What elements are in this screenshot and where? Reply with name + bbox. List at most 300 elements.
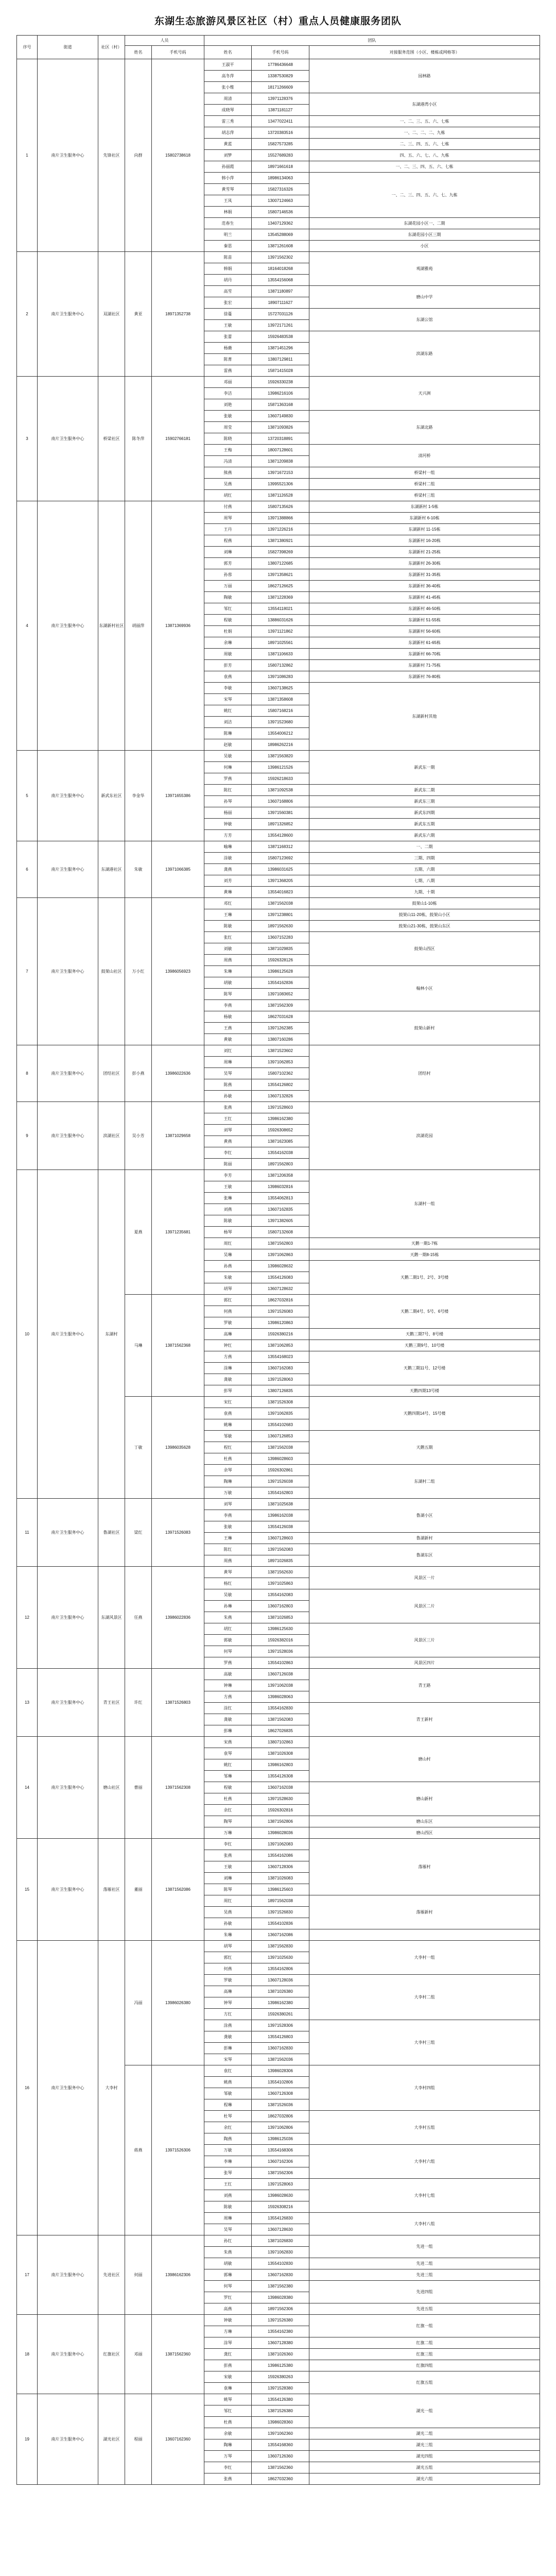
table-body	[17, 59, 540, 2485]
staff-name: 许红	[125, 1669, 152, 1737]
team-member-name: 龚敏	[204, 2031, 252, 2043]
team-member-name: 王敏	[204, 1861, 252, 1873]
team-member-phone: 13971523680	[252, 717, 309, 728]
team-member-name: 袁燕	[204, 1408, 252, 1419]
team-member-phone: 13607128632	[252, 1283, 309, 1295]
team-member-phone: 13871526036	[252, 2099, 309, 2111]
team-member-phone: 13971526038	[252, 1476, 309, 1487]
team-member-phone: 13554162380	[252, 2326, 309, 2337]
team-member-name: 陈琴	[204, 989, 252, 1000]
team-member-phone: 13871358608	[252, 694, 309, 705]
staff-phone: 13971235681	[152, 1170, 204, 1295]
team-member-phone: 13971062835	[252, 1408, 309, 1419]
team-area: 先进二组	[309, 2258, 540, 2269]
team-member-name: 宋琴	[204, 694, 252, 705]
team-member-phone: 15827316326	[252, 184, 309, 195]
team-member-phone: 13871526308	[252, 1397, 309, 1408]
table-row	[17, 501, 540, 513]
team-area: 大李村七组	[309, 2179, 540, 2213]
team-member-phone: 15926483538	[252, 331, 309, 343]
team-member-name: 明兰	[204, 229, 252, 241]
team-member-phone: 13971086283	[252, 671, 309, 683]
team-member-phone: 13554128600	[252, 830, 309, 841]
team-member-phone: 13971526830	[252, 1907, 309, 1918]
team-member-name: 陈敏	[204, 921, 252, 932]
team-member-phone: 13971388866	[252, 513, 309, 524]
team-area: 园林路	[309, 59, 540, 93]
team-member-name: 邓红	[204, 898, 252, 909]
team-member-phone: 13871168312	[252, 841, 309, 853]
team-member-phone: 13607152283	[252, 932, 309, 943]
team-member-name: 邹敏	[204, 2088, 252, 2099]
team-member-phone: 15926218633	[252, 773, 309, 785]
team-member-name: 程红	[204, 1442, 252, 1453]
team-area: 湖光五组	[309, 2462, 540, 2473]
team-member-phone: 18171266609	[252, 82, 309, 93]
team-area: 东湖新村 26-30栋	[309, 558, 540, 569]
team-area: 东湖新村其他	[309, 683, 540, 751]
team-member-phone: 15926308652	[252, 1125, 309, 1136]
team-member-name: 陈燕	[204, 1079, 252, 1091]
staff-name: 程丽	[125, 2394, 152, 2485]
staff-phone: 13986022836	[152, 1567, 204, 1669]
team-member-phone: 15807132862	[252, 660, 309, 671]
team-member-name: 孙丽霞	[204, 161, 252, 173]
document-title: 东湖生态旅游风景区社区（村）重点人员健康服务团队	[154, 16, 402, 27]
team-member-name: 钟琳	[204, 1680, 252, 1691]
team-member-name: 吴琳	[204, 1249, 252, 1261]
team-member-phone: 18971562306	[252, 2303, 309, 2315]
team-area: 大李村四组	[309, 2065, 540, 2111]
team-member-phone: 13871562038	[252, 898, 309, 909]
team-member-phone: 13971528306	[252, 2020, 309, 2031]
team-member-name: 周琳	[204, 1057, 252, 1068]
header-group-staff: 人员	[125, 36, 204, 46]
team-member-name: 邹红	[204, 2405, 252, 2417]
team-member-phone: 15807123692	[252, 853, 309, 864]
row-community: 鼓架山社区	[98, 898, 125, 1045]
table-row	[17, 377, 540, 388]
row-street: 南片卫生服务中心	[38, 1839, 98, 1941]
team-member-phone: 13607149830	[252, 411, 309, 422]
team-member-name: 罗燕	[204, 1657, 252, 1669]
row-street: 南片卫生服务中心	[38, 59, 98, 252]
team-area: 大李村六组	[309, 2145, 540, 2179]
team-area: 磨山新村	[309, 1782, 540, 1816]
team-member-name: 郭红	[204, 1952, 252, 1963]
team-member-phone: 13871526380	[252, 2405, 309, 2417]
team-member-name: 胡琴	[204, 1941, 252, 1952]
row-seq: 13	[17, 1669, 38, 1737]
team-member-phone: 13986028632	[252, 1261, 309, 1272]
team-member-name: 杜琴	[204, 2111, 252, 2122]
team-member-phone: 13607128306	[252, 1861, 309, 1873]
team-member-name: 胡琴	[204, 1283, 252, 1295]
team-member-phone: 13607126308	[252, 2088, 309, 2099]
team-member-name: 姚琴	[204, 2394, 252, 2405]
team-member-phone: 13871562630	[252, 1567, 309, 1578]
team-member-name: 钟琴	[204, 1997, 252, 2009]
row-seq: 11	[17, 1499, 38, 1567]
staff-phone: 13971526083	[152, 1499, 204, 1567]
row-community: 大李村	[98, 1941, 125, 2235]
team-area: 新武东一期	[309, 751, 540, 785]
staff-name: 李金华	[125, 751, 152, 841]
team-member-name: 孙蓉	[204, 569, 252, 581]
team-area: 东湖村一组	[309, 1170, 540, 1238]
team-member-phone: 13545288069	[252, 229, 309, 241]
team-member-phone: 13607162835	[252, 1204, 309, 1215]
team-member-name: 邹敏	[204, 1431, 252, 1442]
row-street: 南片卫生服务中心	[38, 1941, 98, 2235]
team-member-phone: 13554162830	[252, 1703, 309, 1714]
team-member-name: 杜燕	[204, 1793, 252, 1805]
team-area: 东湖新村 66-70栋	[309, 649, 540, 660]
team-member-phone: 13971528063	[252, 2179, 309, 2190]
staff-name: 邓丽	[125, 2315, 152, 2394]
team-member-phone: 13986125628	[252, 966, 309, 977]
team-member-name: 刘芳	[204, 875, 252, 887]
team-member-name: 李敏	[204, 683, 252, 694]
team-member-phone: 13971528380	[252, 2383, 309, 2394]
table-row	[17, 59, 540, 71]
team-area: 一、二、二、二、九栋	[309, 127, 540, 139]
staff-phone: 13871562086	[152, 1839, 204, 1941]
team-member-phone: 13807129811	[252, 354, 309, 365]
staff-phone: 13871029658	[152, 1102, 204, 1170]
team-area: 先进四组	[309, 2281, 540, 2303]
team-member-name: 周红	[204, 1895, 252, 1907]
team-member-phone: 13971062360	[252, 2428, 309, 2439]
team-member-name: 万丽	[204, 581, 252, 592]
team-member-name: 胡红	[204, 490, 252, 501]
team-member-name: 孙琴	[204, 796, 252, 807]
team-area: 天鹅一期8-15栋	[309, 1249, 540, 1261]
team-member-name: 黄雪琴	[204, 184, 252, 195]
team-area: 东湖村二组	[309, 1465, 540, 1499]
team-member-name: 杨薇	[204, 343, 252, 354]
team-member-name: 李红	[204, 1147, 252, 1159]
team-member-phone: 13986125603	[252, 1884, 309, 1895]
team-member-name: 龚燕	[204, 864, 252, 875]
team-member-name: 邹红	[204, 603, 252, 615]
team-area: 湖光六组	[309, 2473, 540, 2485]
team-area: 东湖新村 46-50栋	[309, 603, 540, 615]
team-member-name: 韩娟	[204, 263, 252, 275]
team-member-name: 陈琳	[204, 728, 252, 739]
staff-phone: 13986022636	[152, 1045, 204, 1102]
team-member-phone: 18627026835	[252, 1725, 309, 1737]
row-seq: 18	[17, 2315, 38, 2394]
team-area: 滨湖花园	[309, 1102, 540, 1170]
team-member-name: 杜燕	[204, 2417, 252, 2428]
team-member-phone: 13871562306	[252, 2167, 309, 2179]
team-member-phone: 13871092538	[252, 785, 309, 796]
team-member-name: 程燕	[204, 535, 252, 547]
team-area: 一、二、三、四、五、六、七、九栋	[309, 173, 540, 218]
team-member-name: 冯清	[204, 456, 252, 467]
team-area: 红旗二组	[309, 2337, 540, 2349]
team-member-name: 李红	[204, 2462, 252, 2473]
team-member-phone: 18627126625	[252, 581, 309, 592]
team-area: 新武东二期	[309, 785, 540, 796]
team-member-phone: 13986032816	[252, 1181, 309, 1193]
staff-name: 梁红	[125, 1499, 152, 1567]
team-area: 湖光二组	[309, 2428, 540, 2439]
team-member-name: 刘艳	[204, 399, 252, 411]
team-member-phone: 13986028063	[252, 1691, 309, 1703]
team-member-phone: 13477022411	[252, 116, 309, 127]
row-street: 南片卫生服务中心	[38, 2394, 98, 2485]
row-seq: 14	[17, 1737, 38, 1839]
row-seq: 15	[17, 1839, 38, 1941]
header-seq: 序号	[17, 36, 38, 59]
team-area: 新武东三期	[309, 796, 540, 807]
team-area: 东湖新村 71-75栋	[309, 660, 540, 671]
team-area: 东湖花园小区三期	[309, 229, 540, 241]
row-community: 先进社区	[98, 2235, 125, 2315]
staff-name: 何丽	[125, 2235, 152, 2315]
team-member-name: 周燕	[204, 955, 252, 966]
row-street: 南片卫生服务中心	[38, 2315, 98, 2394]
row-seq: 10	[17, 1170, 38, 1499]
team-area: 红旗五组	[309, 2371, 540, 2394]
team-area: 磨山东区	[309, 1816, 540, 1827]
team-member-phone: 13607128630	[252, 2224, 309, 2235]
team-area: 湖光四组	[309, 2451, 540, 2462]
team-member-phone: 13871126528	[252, 490, 309, 501]
team-member-phone: 13554162086	[252, 1850, 309, 1861]
staff-phone: 13971066385	[152, 841, 204, 898]
team-area: 鼓架山西区	[309, 932, 540, 966]
row-community: 东湖风景区	[98, 1567, 125, 1669]
team-member-name: 刘琳	[204, 547, 252, 558]
team-member-phone: 15926380216	[252, 1329, 309, 1340]
team-member-phone: 13607162830	[252, 2269, 309, 2281]
team-member-phone: 13986125036	[252, 2133, 309, 2145]
team-member-name: 朱敏	[204, 1272, 252, 1283]
team-member-phone: 13971025863	[252, 1578, 309, 1589]
team-member-name: 杨琴	[204, 1227, 252, 1238]
team-member-phone: 13554126083	[252, 1272, 309, 1283]
row-street: 南片卫生服务中心	[38, 1499, 98, 1567]
team-member-phone: 15827398269	[252, 547, 309, 558]
team-member-phone: 15926330238	[252, 377, 309, 388]
team-area: 一、二、三、四、五、六、七栋	[309, 161, 540, 173]
row-street: 南片卫生服务中心	[38, 501, 98, 751]
row-community: 红旗社区	[98, 2315, 125, 2394]
team-area: 桥梁村二组	[309, 479, 540, 490]
team-member-phone: 13971672153	[252, 467, 309, 479]
team-member-phone: 13871562083	[252, 1714, 309, 1725]
team-member-phone: 15926380261	[252, 2009, 309, 2020]
team-member-phone: 13607162083	[252, 1363, 309, 1374]
header-team-area: 对接服务范围（小区、楼栋或网格等）	[309, 46, 540, 59]
team-member-phone: 15807132608	[252, 1227, 309, 1238]
team-area: 天鹅三期9号、10号楼	[309, 1340, 540, 1351]
row-seq: 12	[17, 1567, 38, 1669]
team-area: 东湖港湾小区	[309, 93, 540, 116]
row-seq: 8	[17, 1045, 38, 1102]
table-row	[17, 898, 540, 909]
team-member-phone: 13607128036	[252, 1975, 309, 1986]
team-member-phone: 13554016823	[252, 887, 309, 898]
row-street: 南片卫生服务中心	[38, 1170, 98, 1499]
team-member-name: 陶琳	[204, 1476, 252, 1487]
team-member-phone: 13607162086	[252, 1929, 309, 1941]
team-member-name: 韩小萍	[204, 173, 252, 184]
team-member-phone: 13986121526	[252, 762, 309, 773]
team-member-phone: 13971562083	[252, 1544, 309, 1555]
team-member-phone: 13871062853	[252, 1340, 309, 1351]
team-member-name: 林娟	[204, 207, 252, 218]
team-member-name: 彭琳	[204, 2043, 252, 2054]
team-member-name: 喻琳	[204, 841, 252, 853]
team-area: 风景区四片	[309, 1657, 540, 1669]
table-row	[17, 841, 540, 853]
team-member-name: 程敏	[204, 1782, 252, 1793]
team-member-phone: 15926302861	[252, 1465, 309, 1476]
team-member-phone: 13971528036	[252, 1646, 309, 1657]
team-member-phone: 18971025561	[252, 637, 309, 649]
team-member-phone: 13807122685	[252, 558, 309, 569]
team-member-phone: 13407129362	[252, 218, 309, 229]
staff-phone: 13871526803	[152, 1669, 204, 1737]
team-member-name: 刘红	[204, 1045, 252, 1057]
team-member-name: 张燕	[204, 1850, 252, 1861]
team-member-name: 孙红	[204, 2235, 252, 2247]
team-member-name: 陈晓	[204, 433, 252, 445]
staff-phone: 13971655386	[152, 751, 204, 841]
staff-name: 彭小燕	[125, 1045, 152, 1102]
team-member-name: 钟红	[204, 1340, 252, 1351]
staff-name: 向群	[125, 59, 152, 252]
team-member-name: 涂琴	[204, 2337, 252, 2349]
team-member-name: 余琴	[204, 1465, 252, 1476]
staff-name: 吴小芳	[125, 1102, 152, 1170]
team-member-name: 吴敏	[204, 751, 252, 762]
table-row	[17, 1045, 540, 1057]
team-member-phone: 13554102836	[252, 1918, 309, 1929]
team-member-name: 周燕	[204, 1555, 252, 1567]
team-area: 东湖新村 6-10栋	[309, 513, 540, 524]
team-member-phone: 13554168023	[252, 1351, 309, 1363]
team-member-phone: 13971262385	[252, 1023, 309, 1034]
team-member-name: 陶敏	[204, 592, 252, 603]
header-community: 社区（村）	[98, 36, 125, 59]
team-member-phone: 13971062853	[252, 1057, 309, 1068]
team-member-name: 邓丽	[204, 377, 252, 388]
staff-phone: 13871369936	[152, 501, 204, 751]
team-member-phone: 13971528603	[252, 1102, 309, 1113]
team-member-name: 龚红	[204, 2349, 252, 2360]
row-seq: 1	[17, 59, 38, 252]
team-member-phone: 18971562038	[252, 1895, 309, 1907]
team-member-name: 何燕	[204, 1963, 252, 1975]
team-member-phone: 13871451296	[252, 343, 309, 354]
team-member-name: 陈琴	[204, 1884, 252, 1895]
team-member-name: 王淑平	[204, 59, 252, 71]
team-member-phone: 13971528630	[252, 1793, 309, 1805]
team-area: 一、二期	[309, 841, 540, 853]
team-member-phone: 13971526380	[252, 2315, 309, 2326]
team-member-phone: 15727031126	[252, 309, 309, 320]
team-member-phone: 13607126853	[252, 1431, 309, 1442]
team-member-name: 刘琴	[204, 1499, 252, 1510]
team-area: 磨山西区	[309, 1827, 540, 1839]
row-community: 桥梁社区	[98, 377, 125, 501]
team-member-name: 姚燕	[204, 2077, 252, 2088]
team-member-name: 张敏	[204, 411, 252, 422]
team-member-name: 吴燕	[204, 1907, 252, 1918]
team-area: 大李村八组	[309, 2213, 540, 2235]
team-member-phone: 15926302816	[252, 1805, 309, 1816]
team-member-phone: 13971226216	[252, 524, 309, 535]
team-member-phone: 13986162380	[252, 1113, 309, 1125]
team-member-phone: 17786436648	[252, 59, 309, 71]
team-member-name: 王凤	[204, 195, 252, 207]
team-area: 天鹅三期11号、12号楼	[309, 1351, 540, 1385]
team-member-name: 张小维	[204, 82, 252, 93]
team-member-phone: 13871025638	[252, 1499, 309, 1510]
team-member-name: 范春生	[204, 218, 252, 229]
team-member-name: 万敏	[204, 2145, 252, 2156]
team-member-phone: 13554126038	[252, 1521, 309, 1533]
team-area: 先进一组	[309, 2235, 540, 2258]
team-member-name: 方燕	[204, 1691, 252, 1703]
team-member-phone: 13607128603	[252, 1533, 309, 1544]
team-member-name: 张琳	[204, 1193, 252, 1204]
team-member-name: 黄敏	[204, 1034, 252, 1045]
team-member-phone: 13971062038	[252, 1680, 309, 1691]
team-area: 东湖新村 41-45栋	[309, 592, 540, 603]
team-member-name: 雷燕	[204, 365, 252, 377]
team-member-phone: 13554126830	[252, 2213, 309, 2224]
team-member-phone: 18627032360	[252, 2473, 309, 2485]
team-member-name: 万敏	[204, 1487, 252, 1499]
team-area: 九期、十期	[309, 887, 540, 898]
team-member-name: 罗燕	[204, 773, 252, 785]
row-street: 南片卫生服务中心	[38, 1045, 98, 1102]
team-member-phone: 18986134063	[252, 173, 309, 184]
team-member-name: 赵敏	[204, 739, 252, 751]
team-member-name: 高雪	[204, 286, 252, 297]
team-member-phone: 13971083652	[252, 989, 309, 1000]
team-member-phone: 15807146536	[252, 207, 309, 218]
team-area: 三期、四期	[309, 853, 540, 864]
team-area: 东湖新村 31-35栋	[309, 569, 540, 581]
team-member-name: 彭琳	[204, 1725, 252, 1737]
team-member-name: 郭琳	[204, 2269, 252, 2281]
team-member-phone: 13554062813	[252, 1193, 309, 1204]
team-member-phone: 18007128601	[252, 445, 309, 456]
team-member-name: 钟敏	[204, 2315, 252, 2326]
team-member-phone: 13387530829	[252, 71, 309, 82]
team-area: 红旗一组	[309, 2315, 540, 2337]
team-member-phone: 13971062083	[252, 1839, 309, 1850]
staff-name: 任燕	[125, 1567, 152, 1669]
team-area: 东湖新村 56-60栋	[309, 626, 540, 637]
team-member-name: 龚敏	[204, 1714, 252, 1725]
team-member-name: 程琳	[204, 2099, 252, 2111]
team-member-name: 陶琳	[204, 2439, 252, 2451]
team-member-name: 姚琳	[204, 1419, 252, 1431]
team-member-phone: 13871209838	[252, 456, 309, 467]
team-area: 四、五、六、七、八、九栋	[309, 150, 540, 161]
team-member-name: 周敏	[204, 649, 252, 660]
team-member-name: 李燕	[204, 1000, 252, 1011]
team-area: 鲁湖新村	[309, 1533, 540, 1544]
